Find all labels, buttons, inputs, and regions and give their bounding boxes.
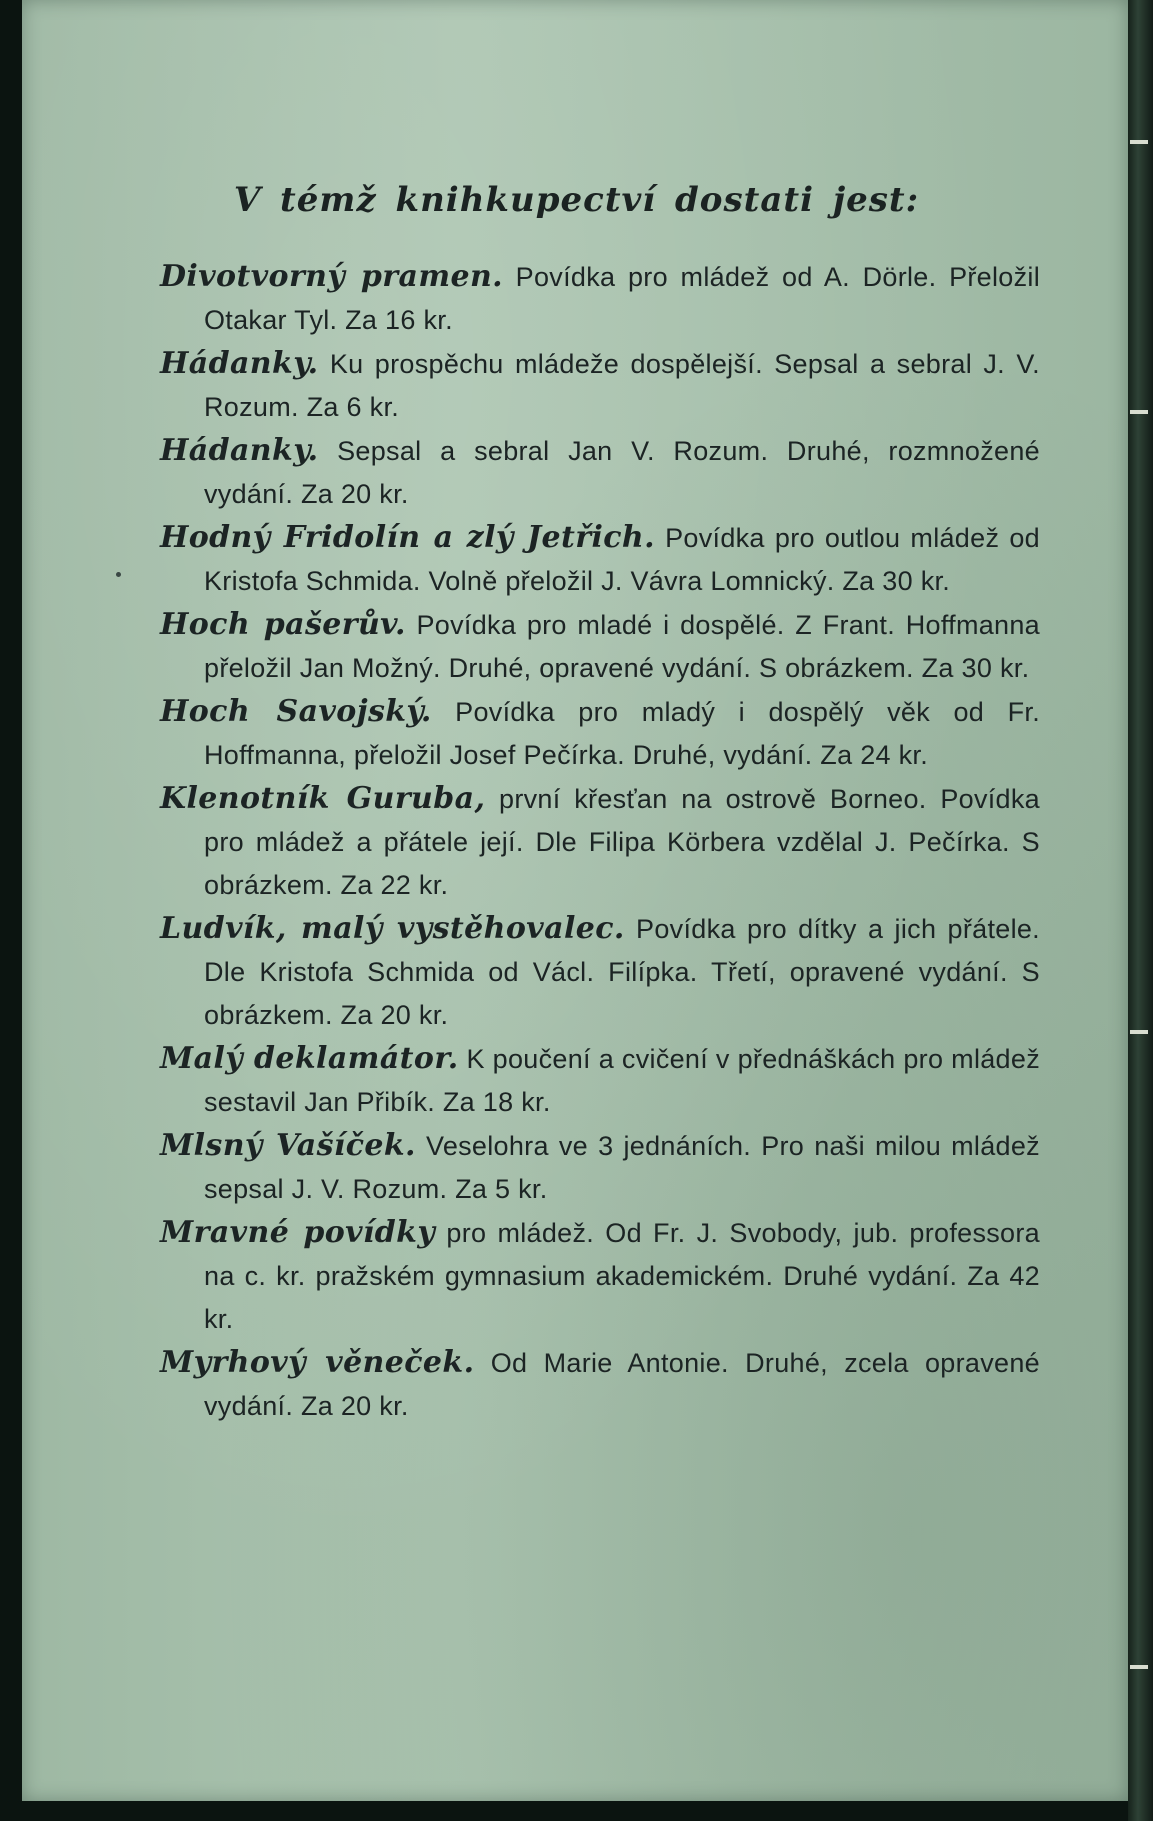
entry-title: Myrhový věneček.: [160, 1345, 475, 1380]
entry-title: Malý deklamátor.: [160, 1041, 459, 1076]
spine-mark: [1130, 1030, 1148, 1034]
catalog-entry: [160, 690, 1040, 777]
spine-mark: [1130, 410, 1148, 414]
entry-description: Povídka pro dítky a jich přátele. Dle Kristofa Schmida od Václ. Filípka. Třetí, opravené vydání. S obrázkem. Za 20 kr.: [204, 914, 1040, 1030]
entry-description: Veselohra ve 3 jednáních. Pro naši milou mládež sepsal J. V. Rozum. Za 5 kr.: [204, 1131, 1040, 1204]
spine-mark: [1130, 140, 1148, 144]
entry-description: Povídka pro mladý i dospělý věk od Fr. Hoffmanna, přeložil Josef Pečírka. Druhé, vydání. Za 24 kr.: [204, 697, 1040, 770]
entry-title: Mravné povídky: [160, 1215, 436, 1250]
entry-title: Klenotník Guruba,: [160, 781, 486, 816]
spine-mark: [1130, 1665, 1148, 1669]
catalog-entry: [160, 603, 1040, 690]
catalog-entry: [160, 342, 1040, 429]
catalog-entry: [160, 255, 1040, 342]
catalog-entry: [160, 516, 1040, 603]
catalog-entry: [160, 429, 1040, 516]
entry-description: Sepsal a sebral Jan V. Rozum. Druhé, rozmnožené vydání. Za 20 kr.: [204, 436, 1040, 509]
entry-description: K poučení a cvičení v přednáškách pro mládež sestavil Jan Přibík. Za 18 kr.: [204, 1044, 1040, 1117]
catalog-entry: [160, 1341, 1040, 1428]
entry-description: Povídka pro mladé i dospělé. Z Frant. Hoffmanna přeložil Jan Možný. Druhé, opravené vydání. S obrázkem. Za 30 kr.: [204, 610, 1040, 683]
page-heading: V témž knihkupectví dostati jest:: [233, 180, 920, 220]
entry-description: Ku prospěchu mládeže dospělejší. Sepsal a sebral J. V. Rozum. Za 6 kr.: [204, 349, 1040, 422]
catalog-entry: [160, 1211, 1040, 1341]
entry-description: Povídka pro outlou mládež od Kristofa Schmida. Volně přeložil J. Vávra Lomnický. Za 30 kr.: [204, 523, 1040, 596]
entry-title: Hoch Savojský.: [160, 694, 432, 729]
entry-description: první křesťan na ostrově Borneo. Povídka pro mládež a přátele její. Dle Filipa Körbera vzdělal J. Pečírka. S obrázkem. Za 22 kr.: [204, 784, 1040, 900]
catalog-entry: [160, 907, 1040, 1037]
catalog-entry: [160, 777, 1040, 907]
entry-title: Hádanky.: [160, 433, 319, 468]
catalog-entry: [160, 1037, 1040, 1124]
entry-description: pro mládež. Od Fr. J. Svobody, jub. professora na c. kr. pražském gymnasium akademickém. Druhé vydání. Za 42 kr.: [204, 1218, 1040, 1334]
entry-title: Mlsný Vašíček.: [160, 1128, 416, 1163]
book-spine-edge: [1128, 0, 1153, 1821]
entry-title: Divotvorný pramen.: [160, 259, 504, 294]
entry-title: Ludvík, malý vystěhovalec.: [160, 911, 625, 946]
entry-description: Od Marie Antonie. Druhé, zcela opravené vydání. Za 20 kr.: [204, 1348, 1040, 1421]
entry-title: Hádanky.: [160, 346, 319, 381]
ink-speck: [116, 572, 121, 577]
catalog-entry: [160, 1124, 1040, 1211]
entry-description: Povídka pro mládež od A. Dörle. Přeložil Otakar Tyl. Za 16 kr.: [204, 262, 1041, 335]
book-catalog-list: [160, 255, 1040, 1428]
entry-title: Hoch pašerův.: [160, 607, 406, 642]
entry-title: Hodný Fridolín a zlý Jetřich.: [160, 520, 655, 555]
